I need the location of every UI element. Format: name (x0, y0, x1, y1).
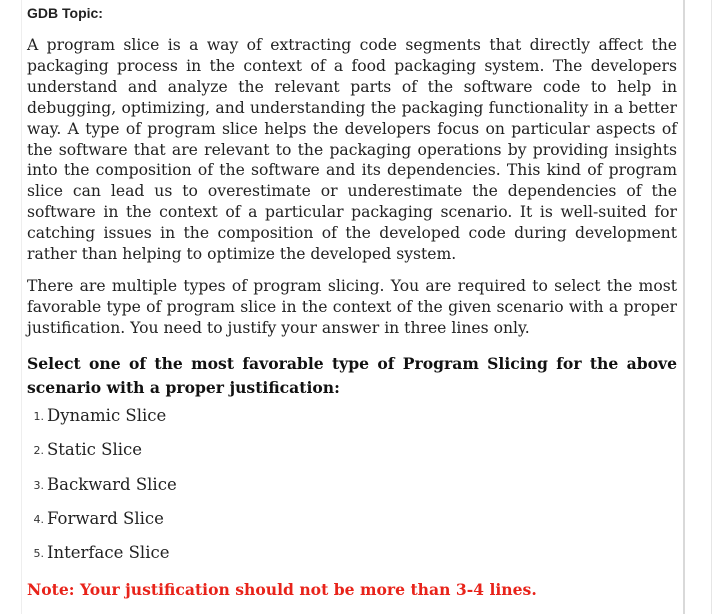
right-divider (683, 0, 685, 614)
topic-label: GDB Topic: (27, 5, 103, 21)
option-item (27, 507, 677, 541)
option-label: Backward Slice (47, 474, 177, 494)
option-label: Static Slice (47, 440, 143, 460)
option-label: Forward Slice (47, 508, 164, 528)
options-list (27, 404, 677, 575)
option-item (27, 438, 677, 472)
option-number: 3. (33, 478, 44, 492)
option-label: Interface Slice (47, 543, 170, 563)
question-heading: Select one of the most favorable type of Program Slicing for the above scenario with a proper justification: (27, 354, 677, 397)
note-text: Note: Your justification should not be more than 3-4 lines. (27, 580, 537, 599)
option-item (27, 404, 677, 438)
option-number: 2. (33, 444, 44, 458)
outer-divider (711, 0, 712, 614)
left-divider (21, 0, 22, 614)
option-number: 1. (33, 410, 44, 423)
option-item (27, 473, 677, 507)
scenario-paragraph: A program slice is a way of extracting code segments that directly affect the packaging process in the context of a food packaging system. The developers understand and analyze the relevant parts of the software code to help in debugging, optimizing, and understanding the packaging functionality in a better way. A type of program slice helps the developers focus on particular aspects of the software that are relevant to the packaging operations by providing insights into the composition of the software and its dependencies. This kind of program slice can lead us to overestimate or underestimate the dependencies of the software in the context of a particular packaging scenario. It is well-suited for catching issues in the composition of the developed code during development rather than helping to optimize the developed system. (27, 36, 677, 264)
option-number: 4. (33, 512, 44, 526)
option-number: 5. (33, 547, 44, 561)
instructions-paragraph: There are multiple types of program slicing. You are required to select the most favorable type of program slice in the context of the given scenario with a proper justification. You need to justify your answer in three lines only. (27, 277, 677, 337)
option-label: Dynamic Slice (47, 406, 167, 425)
option-item (27, 541, 677, 575)
